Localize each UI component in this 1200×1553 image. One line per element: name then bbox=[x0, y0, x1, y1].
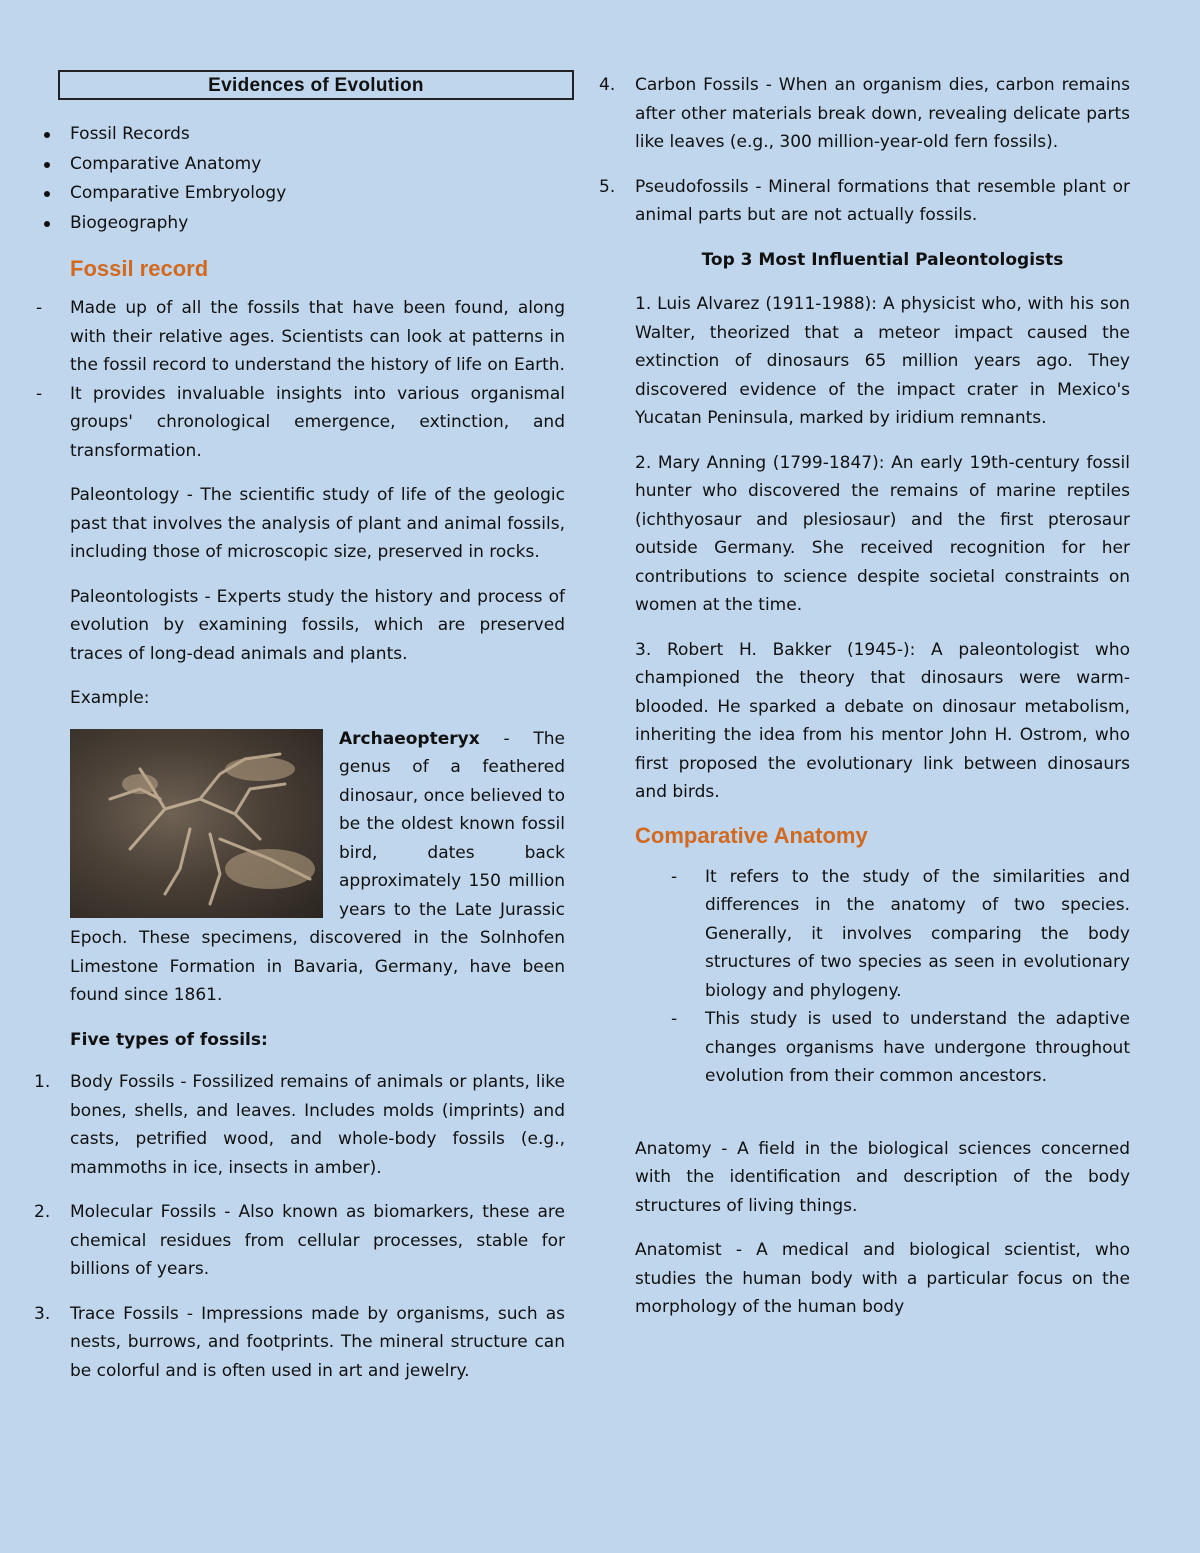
overview-list bbox=[0, 120, 565, 238]
page-title: Evidences of Evolution bbox=[58, 70, 574, 100]
list-item: - It provides invaluable insights into various organismal groups' chronological emergence, extinction, and transformation. bbox=[0, 380, 565, 466]
anatomy-definition: Anatomy - A field in the biological sciences concerned with the identification and description of the body structures of living things. bbox=[635, 1138, 1130, 1216]
archaeopteryx-text: - The genus of a feathered dinosaur, once believed to be the oldest known fossil bird, dates back approximately 150 million years to the Late Jurassic Epoch. These specimens, discovered in the Solnhofen Limestone Formation in Bavaria, Germany, have been found since 1861. bbox=[70, 728, 565, 1005]
fossil-types-list bbox=[0, 1068, 565, 1385]
anatomist-definition: Anatomist - A medical and biological scientist, who studies the human body with a particular focus on the morphology of the human body bbox=[635, 1240, 1130, 1317]
archaeopteryx-term: Archaeopteryx bbox=[339, 728, 480, 749]
list-item bbox=[0, 1198, 565, 1284]
list-item: Fossil Records bbox=[0, 120, 565, 150]
list-item: - Made up of all the fossils that have been found, along with their relative ages. Scientists can look at patterns in the fossil record to understand the history of life on Earth. bbox=[0, 294, 565, 380]
list-item bbox=[565, 71, 1130, 157]
list-number: 3. bbox=[34, 1303, 51, 1324]
list-text: Body Fossils - Fossilized remains of animals or plants, like bones, shells, and leaves. Includes molds (imprints) and casts, petrified wood, and whole-body fossils (e.g., mammoths in ice, insects in amber). bbox=[70, 1072, 565, 1178]
comparative-anatomy-points bbox=[635, 863, 1130, 1091]
paleontologists-heading: Top 3 Most Influential Paleontologists bbox=[701, 249, 1064, 270]
list-number: 2. bbox=[34, 1202, 51, 1222]
list-number: 5. bbox=[599, 176, 616, 197]
list-text: Trace Fossils - Impressions made by organisms, such as nests, burrows, and footprints. The mineral structure can be colorful and is often used in art and jewelry. bbox=[70, 1303, 565, 1381]
list-number: 4. bbox=[599, 75, 616, 95]
section-heading-comparative-anatomy: Comparative Anatomy bbox=[635, 822, 868, 848]
list-item bbox=[0, 1300, 565, 1386]
fossil-types-list-continued bbox=[565, 71, 1130, 230]
list-item: Biogeography bbox=[0, 209, 565, 239]
example-label: Example: bbox=[70, 688, 150, 708]
list-item bbox=[565, 173, 1130, 230]
right-column bbox=[599, 71, 1130, 1322]
list-text: Carbon Fossils - When an organism dies, carbon remains after other materials break down, revealing delicate parts like leaves (e.g., 300 million-year-old fern fossils). bbox=[635, 75, 1130, 152]
archaeopteryx-fossil-image bbox=[70, 729, 323, 918]
paleontologists-definition: Paleontologists - Experts study the history and process of evolution by examining fossils, which are preserved traces of long-dead animals and plants. bbox=[70, 586, 565, 664]
paleontologist-alvarez: 1. Luis Alvarez (1911-1988): A physicist who, with his son Walter, theorized that a meteor impact caused the extinction of dinosaurs 65 million years ago. They discovered evidence of the impact crater in Mexico's Yucatan Peninsula, marked by iridium remnants. bbox=[635, 294, 1130, 428]
paleontologist-anning: 2. Mary Anning (1799-1847): An early 19th-century fossil hunter who discovered the remains of marine reptiles (ichthyosaur and plesiosaur) and the first pterosaur outside Germany. She received recognition for her contributions to science despite societal constraints on women at the time. bbox=[635, 452, 1130, 615]
paleontology-definition: Paleontology - The scientific study of life of the geologic past that involves the analysis of plant and animal fossils, including those of microscopic size, preserved in rocks. bbox=[70, 485, 565, 562]
paleontologist-bakker: 3. Robert H. Bakker (1945-): A paleontologist who championed the theory that dinosaurs were warm-blooded. He sparked a debate on dinosaur metabolism, inheriting the idea from his mentor John H. Ostrom, who first proposed the evolutionary link between dinosaurs and birds. bbox=[635, 639, 1130, 802]
list-item: - This study is used to understand the adaptive changes organisms have undergone throughout evolution from their common ancestors. bbox=[635, 1005, 1130, 1091]
left-column bbox=[34, 120, 565, 1385]
list-number: 1. bbox=[34, 1072, 51, 1092]
fossil-types-heading: Five types of fossils: bbox=[70, 1029, 268, 1050]
list-item: Comparative Anatomy bbox=[0, 150, 565, 180]
list-item: - It refers to the study of the similarities and differences in the anatomy of two species. Generally, it involves comparing the body structures of two species as seen in evolutionary biology and phylogeny. bbox=[635, 863, 1130, 1006]
list-text: Pseudofossils - Mineral formations that resemble plant or animal parts but are not actually fossils. bbox=[635, 176, 1130, 225]
fossil-record-points bbox=[0, 294, 565, 465]
list-item: Comparative Embryology bbox=[0, 179, 565, 209]
list-text: Molecular Fossils - Also known as biomarkers, these are chemical residues from cellular processes, stable for billions of years. bbox=[70, 1202, 565, 1279]
list-item bbox=[0, 1068, 565, 1182]
example-block bbox=[70, 725, 565, 1010]
section-heading-fossil-record: Fossil record bbox=[70, 256, 209, 281]
